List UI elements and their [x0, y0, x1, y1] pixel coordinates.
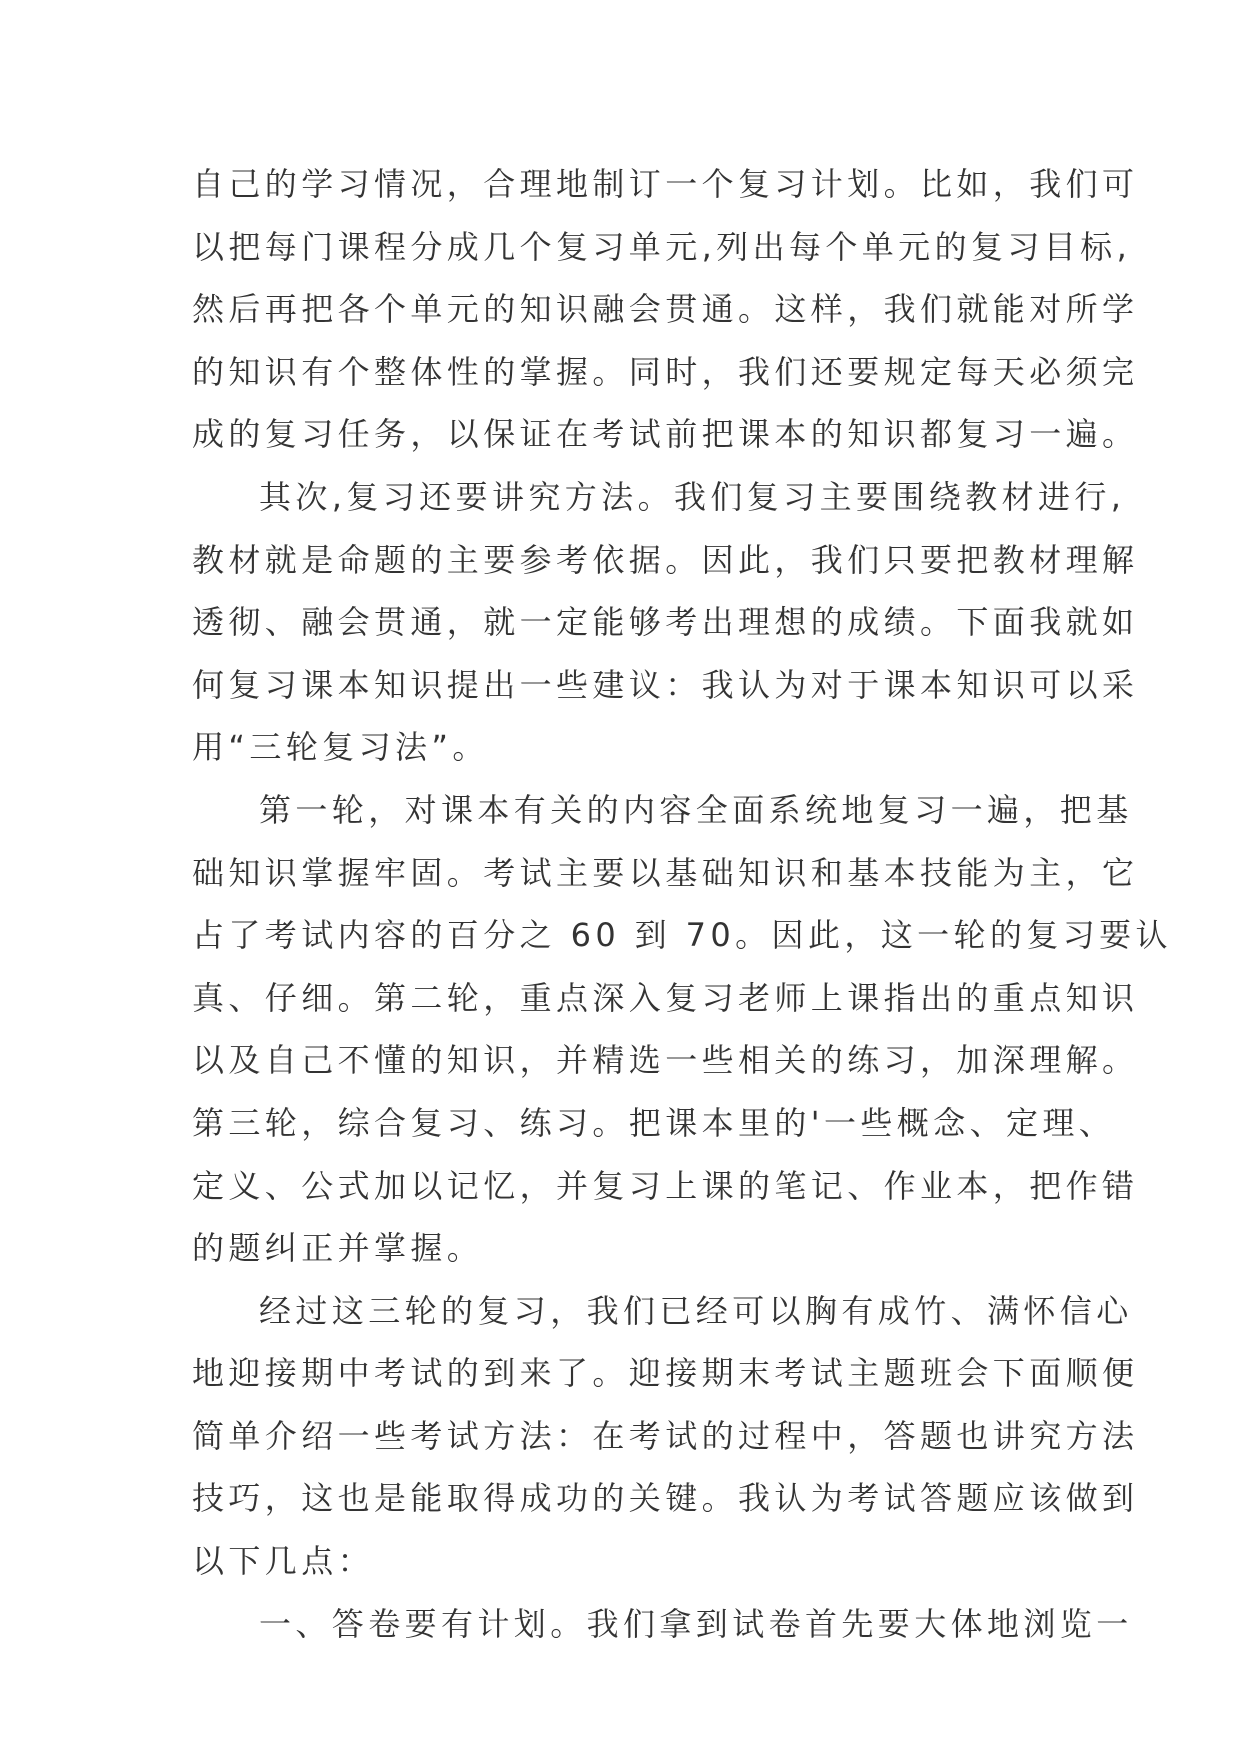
- paragraph-first-line: 第一轮，对课本有关的内容全面系统地复习一遍，把基: [259, 790, 1133, 829]
- paragraph-first-line: 一、答卷要有计划。我们拿到试卷首先要大体地浏览一: [259, 1604, 1133, 1643]
- text-line: 成的复习任务，以保证在考试前把课本的知识都复习一遍。: [192, 415, 1139, 454]
- text-line: 第三轮，综合复习、练习。把课本里的'一些概念、定理、: [192, 1103, 1116, 1142]
- text-line: 自己的学习情况，合理地制订一个复习计划。比如，我们可: [192, 165, 1139, 203]
- paragraph-first-line: 其次,复习还要讲究方法。我们复习主要围绕教材进行,: [259, 477, 1126, 516]
- text-line: 用“三轮复习法”。: [192, 728, 489, 767]
- text-line: 真、仔细。第二轮，重点深入复习老师上课指出的重点知识: [192, 978, 1139, 1017]
- text-line: 以及自己不懂的知识，并精选一些相关的练习，加深理解。: [192, 1041, 1139, 1080]
- text-line: 技巧，这也是能取得成功的关键。我认为考试答题应该做到: [192, 1479, 1139, 1518]
- text-line: 以下几点：: [192, 1542, 375, 1581]
- text-line: 的题纠正并掌握。: [192, 1229, 484, 1268]
- paragraph-first-line: 经过这三轮的复习，我们已经可以胸有成竹、满怀信心: [259, 1291, 1133, 1330]
- text-line: 何复习课本知识提出一些建议：我认为对于课本知识可以采: [192, 665, 1139, 704]
- document-body: [192, 153, 1172, 1655]
- text-line: 地迎接期中考试的到来了。迎接期末考试主题班会下面顺便: [192, 1354, 1139, 1393]
- text-line: 透彻、融会贯通，就一定能够考出理想的成绩。下面我就如: [192, 603, 1139, 642]
- text-line: 定义、公式加以记忆，并复习上课的笔记、作业本，把作错: [192, 1166, 1139, 1205]
- text-line: 占了考试内容的百分之 60 到 70。因此，这一轮的复习要认: [192, 916, 1172, 955]
- text-line: 教材就是命题的主要参考依据。因此，我们只要把教材理解: [192, 540, 1139, 579]
- text-line: 以把每门课程分成几个复习单元,列出每个单元的复习目标,: [192, 227, 1132, 266]
- text-line: 简单介绍一些考试方法：在考试的过程中，答题也讲究方法: [192, 1416, 1139, 1455]
- text-line: 础知识掌握牢固。考试主要以基础知识和基本技能为主，它: [192, 853, 1139, 892]
- text-line: 的知识有个整体性的掌握。同时，我们还要规定每天必须完: [192, 352, 1139, 391]
- text-line: 然后再把各个单元的知识融会贯通。这样，我们就能对所学: [192, 290, 1139, 329]
